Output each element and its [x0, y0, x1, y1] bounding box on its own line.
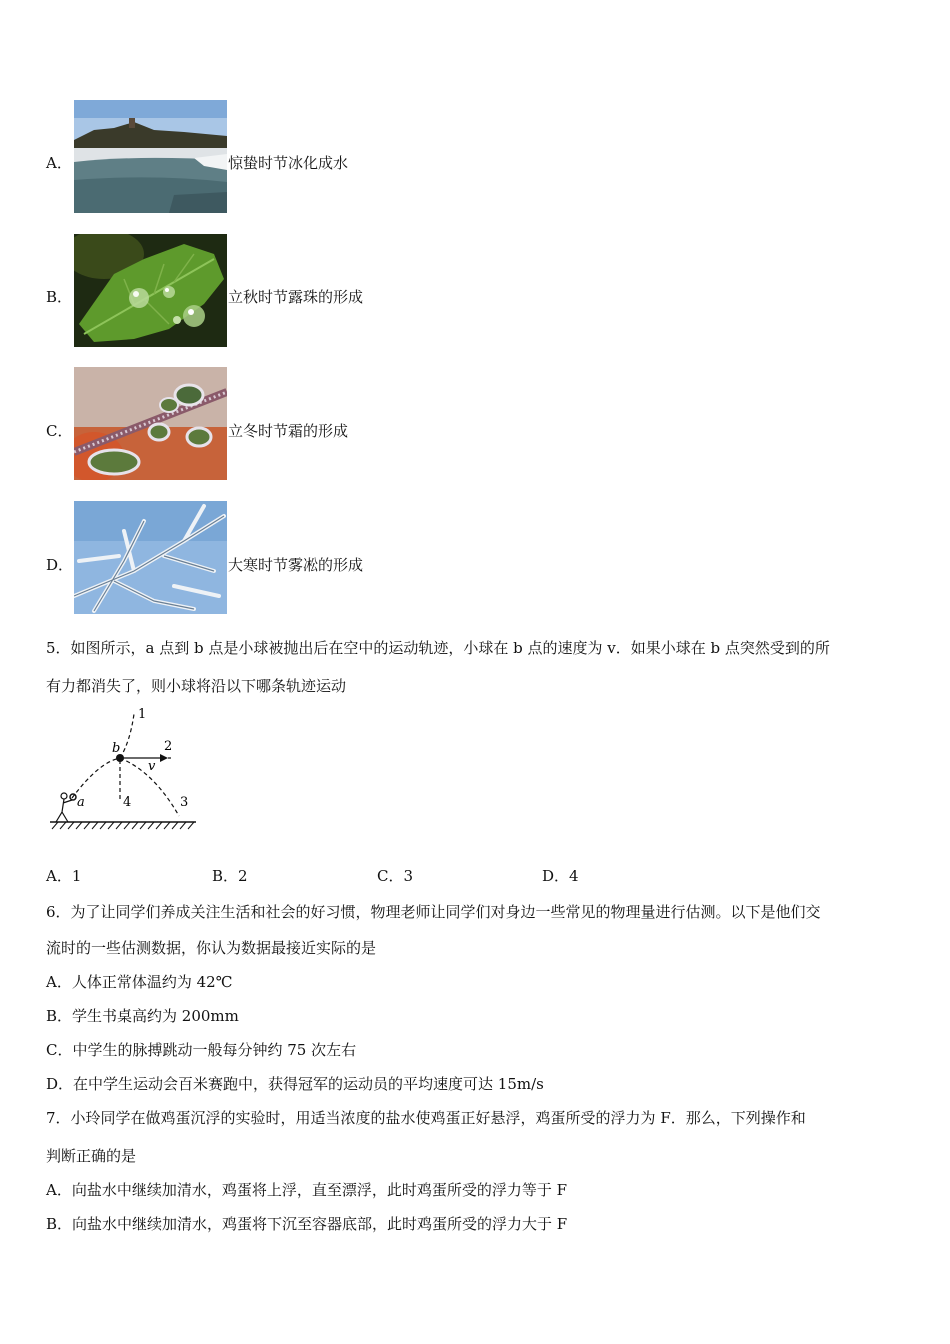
label-2: 2: [164, 739, 173, 754]
option-c-text: 立冬时节霜的形成: [228, 422, 349, 440]
path-1: [120, 714, 134, 758]
q7-text-line1: 7．小玲同学在做鸡蛋沉浮的实验时，用适当浓度的盐水使鸡蛋正好悬浮，鸡蛋所受的浮力为 F．那么，下列操作和: [46, 1109, 806, 1127]
q6-text-line2: 流时的一些估测数据，你认为数据最接近实际的是: [46, 939, 377, 957]
dew-drops-photo: [74, 234, 227, 347]
option-b-letter: B．: [46, 288, 73, 306]
q6-option-c: C．中学生的脉搏跳动一般每分钟约 75 次左右: [46, 1041, 357, 1059]
q5-text-line2: 有力都消失了，则小球将沿以下哪条轨迹运动: [46, 677, 347, 695]
ground-hatch: [52, 822, 194, 829]
trajectory-figure: [44, 702, 204, 832]
q5-text-line1: 5．如图所示，a 点到 b 点是小球被抛出后在空中的运动轨迹，小球在 b 点的速度为 v．如果小球在 b 点突然受到的所: [46, 639, 830, 657]
q6-option-a: A．人体正常体温约为 42℃: [46, 973, 233, 991]
rime-ice-photo: [74, 501, 227, 614]
option-c-letter: C．: [46, 422, 73, 440]
frost-leaves-photo: [74, 367, 227, 480]
q7-option-b: B．向盐水中继续加清水，鸡蛋将下沉至容器底部，此时鸡蛋所受的浮力大于 F: [46, 1215, 568, 1233]
ice-melting-photo: [74, 100, 227, 213]
q7-option-a: A．向盐水中继续加清水，鸡蛋将上浮，直至漂浮，此时鸡蛋所受的浮力等于 F: [46, 1181, 568, 1199]
q7-text-line2: 判断正确的是: [46, 1147, 137, 1165]
q5-option-c: C．3: [377, 867, 414, 885]
q6-option-d: D．在中学生运动会百米赛跑中，获得冠军的运动员的平均速度可达 15m/s: [46, 1075, 544, 1093]
q6-text-line1: 6．为了让同学们养成关注生活和社会的好习惯，物理老师让同学们对身边一些常见的物理量进行估测。以下是他们交: [46, 903, 821, 921]
label-v: v: [148, 759, 156, 774]
trajectory-a-to-b: [72, 758, 120, 798]
label-3: 3: [180, 795, 189, 810]
option-d-letter: D．: [46, 556, 74, 574]
q5-option-a: A．1: [46, 867, 82, 885]
option-a-letter: A．: [46, 154, 72, 172]
velocity-arrowhead: [160, 754, 168, 762]
label-1: 1: [138, 707, 147, 722]
option-b-text: 立秋时节露珠的形成: [228, 288, 364, 306]
label-a: a: [77, 795, 85, 810]
label-4: 4: [123, 795, 132, 810]
q6-option-b: B．学生书桌高约为 200mm: [46, 1007, 239, 1025]
q5-option-b: B．2: [212, 867, 248, 885]
q5-option-d: D．4: [542, 867, 579, 885]
option-d-text: 大寒时节雾凇的形成: [228, 556, 364, 574]
label-b: b: [112, 741, 121, 756]
option-a-text: 惊蛰时节冰化成水: [228, 154, 349, 172]
